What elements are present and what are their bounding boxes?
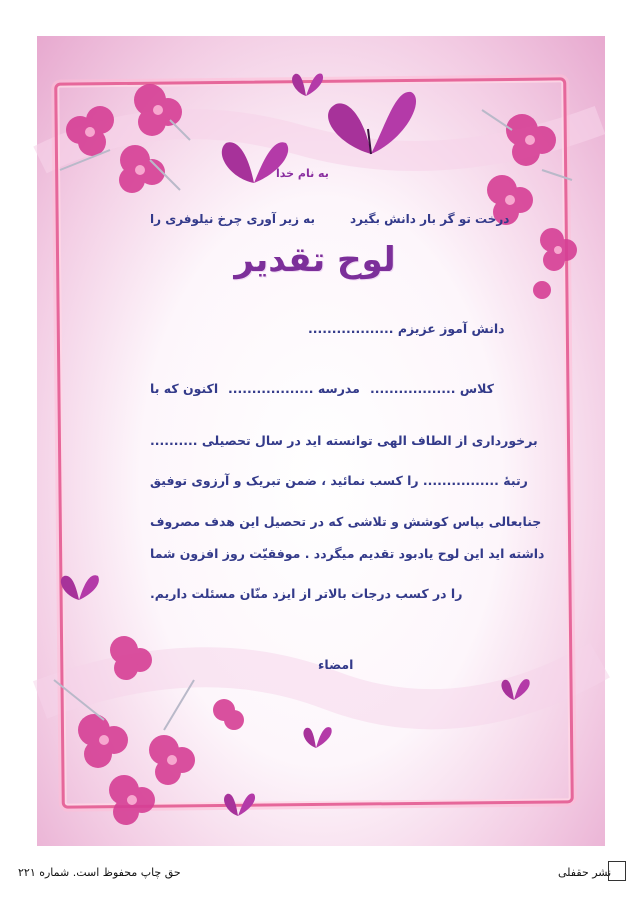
butterfly-left-icon — [54, 566, 104, 606]
butterfly-bottom-center-icon — [298, 720, 334, 752]
class-field: کلاس .................. — [370, 381, 494, 396]
body-line-2: رتبهٔ ................ را کسب نمائید ، ضمن تبریک و آرزوی توفیق — [150, 473, 528, 488]
publisher-logo-icon — [608, 861, 626, 881]
butterfly-large-icon — [316, 84, 426, 174]
body-line-5: را در کسب درجات بالاتر از ایزد منّان مسئلت داریم. — [150, 586, 463, 601]
poem-line-left: به زیر آوری چرخ نیلوفری را — [150, 212, 315, 226]
butterfly-medium-icon — [214, 128, 294, 198]
publisher-name: نشر حقفلی — [558, 866, 612, 879]
copyright-notice: حق چاپ محفوظ است. شماره ۲۲۱ — [18, 866, 181, 879]
school-field: مدرسه .................. — [228, 381, 360, 396]
header-blessing: به نام خدا — [276, 167, 329, 180]
butterfly-bottom-right-icon — [496, 672, 532, 704]
body-line-1: برخورداری از الطاف الهی توانسته اید در سال تحصیلی .......... — [150, 433, 538, 448]
poem-line-right: درخت تو گر بار دانش بگیرد — [350, 212, 510, 226]
salutation-line: دانش آموز عزیزم .................. — [308, 321, 505, 336]
body-line-3: جنابعالی بپاس کوشش و تلاشی که در تحصیل این هدف مصروف — [150, 514, 542, 529]
signature-label: امضاء — [318, 657, 354, 672]
butterfly-bottom-left-icon — [218, 786, 258, 822]
butterfly-small-icon — [286, 66, 326, 102]
flower-cluster-top-right-icon — [462, 80, 612, 310]
certificate-title: لوح تقدیر — [234, 240, 396, 280]
body-line-4: داشته اید این لوح یادبود تقدیم میگردد . موفقیّت روز افزون شما — [150, 546, 545, 561]
flower-cluster-bottom-left-icon — [44, 620, 244, 830]
flower-cluster-top-left-icon — [40, 60, 240, 220]
now-phrase: اکنون که با — [150, 381, 219, 396]
